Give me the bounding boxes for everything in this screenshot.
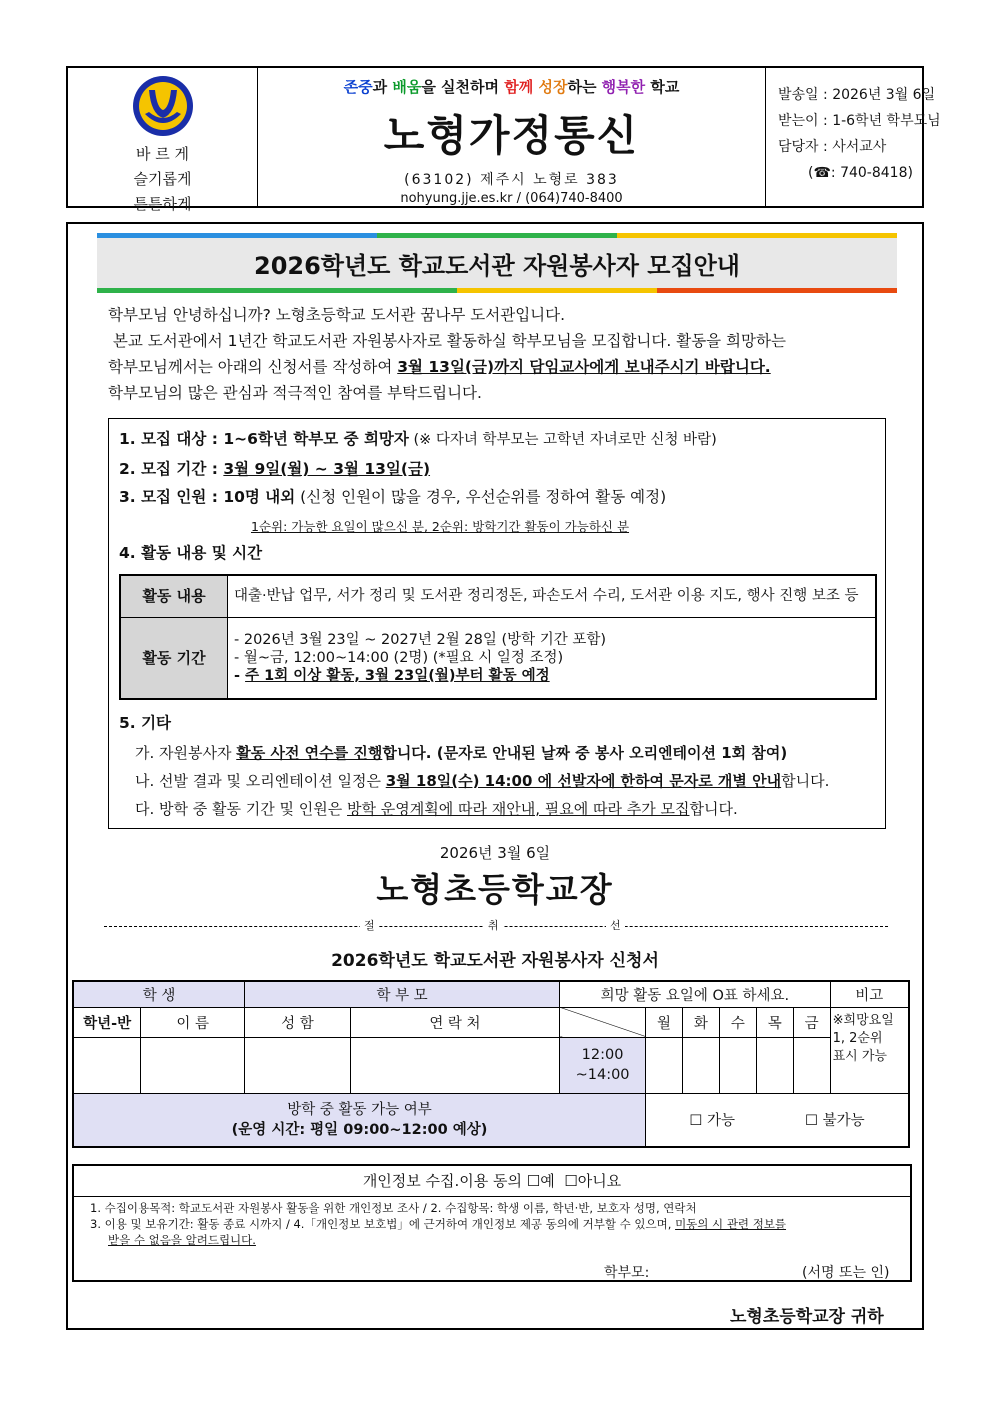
select-wed[interactable] [719, 1037, 756, 1093]
body-line-1: 본교 도서관에서 1년간 학교도서관 자원봉사자로 활동하실 학부모님을 모집합니다. 활동을 희망하는 [108, 332, 786, 350]
header-parent: 학 부 모 [245, 981, 560, 1007]
input-student-name[interactable] [141, 1037, 245, 1093]
parent-sign-label: 학부모: [604, 1265, 650, 1281]
manager-phone: (☎: 740-8418) [808, 165, 913, 181]
newsletter-header [66, 66, 941, 213]
info-headcount [119, 485, 666, 509]
remark-cell [830, 1007, 909, 1093]
etc-item-b [135, 769, 829, 793]
remark-line: 표시 가능 [832, 1048, 887, 1064]
slogan-part: 배움 [392, 78, 422, 96]
slogan-part: 행복한 [601, 78, 646, 96]
school-contact: nohyung.jje.es.kr / (064)740-8400 [400, 191, 623, 206]
etc-text: 합니다. (문자로 안내된 날짜 중 봉사 오리엔테이션 1회 참여) [382, 744, 788, 762]
school-logo-icon [131, 74, 195, 138]
etc-text: 가. 자원봉사자 [135, 744, 237, 762]
vacation-options [646, 1093, 909, 1147]
day-fri: 금 [793, 1007, 830, 1037]
privacy-text: 3. 이용 및 보유기간: 활동 종료 시까지 / 4.「개인정보 보호법」에 근거하여 개인정보 제공 동의에 거부할 수 있으며, [90, 1217, 676, 1231]
day-thu: 목 [756, 1007, 793, 1037]
issue-date: 발송일 : 2026년 3월 6일 [778, 87, 936, 103]
etc-highlight: 3월 18일(수) 14:00 에 선발자에 한하여 문자로 개별 안내 [385, 772, 782, 790]
info-label: 2. 모집 기간 : [119, 460, 224, 478]
signature-date: 2026년 3월 6일 [439, 844, 551, 862]
etc-item-c [135, 797, 738, 821]
info-note: (신청 인원이 많을 경우, 우선순위를 정하여 활동 예정) [295, 488, 667, 506]
deadline-highlight: 3월 13일(금)까지 담임교사에게 보내주시기 바랍니다. [397, 358, 771, 376]
etc-highlight: 활동 사전 연수를 진행 [236, 744, 383, 762]
etc-text: 합니다. [781, 772, 830, 790]
info-value: 3월 9일(월) ~ 3월 13일(금) [223, 460, 431, 478]
body-line-2: 학부모님께서는 아래의 신청서를 작성하여 [108, 358, 398, 376]
time-line: ~14:00 [575, 1067, 630, 1083]
info-note: (※ 다자녀 학부모는 고학년 자녀로만 신청 바람) [408, 432, 717, 448]
slogan-part: 과 [372, 78, 393, 96]
privacy-line-1: 1. 수집이용목적: 학교도서관 자원봉사 활동을 위한 개인정보 조사 / 2. 수집항목: 학생 이름, 학년·반, 보호자 성명, 연락처 [90, 1201, 697, 1215]
manager: 담당자 : 사서교사 [778, 139, 887, 155]
etc-highlight: 방학 운영계획에 따라 재안내, 필요에 따라 추가 모집 [347, 800, 690, 818]
body-line-3: 학부모님의 많은 관심과 적극적인 참여를 부탁드립니다. [108, 384, 482, 402]
recipient: 받는이 : 1-6학년 학부모님 [778, 113, 941, 129]
info-value: 1~6학년 학부모 중 희망자 [223, 430, 409, 448]
notice-title-bar [97, 233, 897, 293]
vacation-question [73, 1093, 646, 1147]
info-value: 10명 내외 [223, 488, 296, 506]
input-parent-name[interactable] [245, 1037, 351, 1093]
priority-note: 1순위: 가능한 요일이 많으신 분, 2순위: 방학기간 활동이 가능하신 분 [251, 519, 630, 534]
notice-body [108, 302, 898, 406]
period-highlight: 주 1회 이상 활동, 3월 23일(월)부터 활동 예정 [245, 667, 550, 684]
slogan-part: 을 실천하며 [421, 78, 505, 96]
header-note: 비고 [830, 981, 909, 1007]
period-value [228, 617, 877, 699]
remark-line: ※희망요일 [832, 1012, 894, 1028]
greeting: 학부모님 안녕하십니까? 노형초등학교 도서관 꿈나무 도서관입니다. [108, 306, 566, 324]
select-thu[interactable] [756, 1037, 793, 1093]
issue-meta [766, 68, 941, 220]
slogan-part: 하는 [567, 78, 602, 96]
period-line: - 월~금, 12:00~14:00 (2명) (*필요 시 일정 조정) [234, 649, 564, 666]
slogan-part: 함께 [504, 78, 534, 96]
period-line: - [234, 667, 246, 684]
slogan-part: 존중 [343, 78, 373, 96]
col-student-name: 이 름 [141, 1007, 245, 1037]
application-form [72, 980, 910, 1148]
info-etc-heading: 5. 기타 [119, 714, 172, 732]
header-student: 학 생 [73, 981, 245, 1007]
remark-line: 1, 2순위 [832, 1030, 883, 1046]
input-phone[interactable] [350, 1037, 559, 1093]
newsletter-masthead [258, 68, 766, 206]
info-label: 1. 모집 대상 : [119, 430, 224, 448]
info-target [119, 427, 717, 452]
school-slogan [258, 76, 765, 97]
time-line: 12:00 [581, 1047, 624, 1063]
option-available-checkbox[interactable]: ☐ 가능 [689, 1113, 735, 1130]
etc-item-a [135, 741, 787, 765]
col-phone: 연 락 처 [350, 1007, 559, 1037]
time-slot [560, 1037, 646, 1093]
day-tue: 화 [682, 1007, 719, 1037]
privacy-consent-title[interactable]: 개인정보 수집.이용 동의 ☐예 ☐아니요 [74, 1166, 910, 1197]
cut-label-3: 선 [606, 917, 625, 933]
addressee: 노형초등학교장 귀하 [730, 1307, 884, 1327]
day-mon: 월 [646, 1007, 683, 1037]
etc-text: 다. 방학 중 활동 기간 및 인원은 [135, 800, 348, 818]
info-period [119, 457, 430, 481]
vacation-question-text: 방학 중 활동 가능 여부 [287, 1101, 432, 1118]
sign-placeholder[interactable]: (서명 또는 인) [802, 1265, 890, 1281]
school-motto-2: 슬기롭게 [133, 170, 192, 188]
info-label: 3. 모집 인원 : [119, 488, 224, 506]
school-motto-3: 튼튼하게 [133, 195, 192, 213]
cut-label-2: 취 [484, 917, 503, 933]
info-activity-heading: 4. 활동 내용 및 시간 [119, 544, 263, 562]
privacy-line-3: 받을 수 없음을 알려드립니다. [108, 1233, 256, 1247]
activity-label: 활동 내용 [120, 575, 228, 617]
period-label: 활동 기간 [120, 617, 228, 699]
privacy-consent-box [72, 1164, 912, 1282]
select-tue[interactable] [682, 1037, 719, 1093]
select-fri[interactable] [793, 1037, 830, 1093]
slogan-part: 학교 [645, 78, 680, 96]
cut-label-1: 절 [360, 917, 379, 933]
etc-text: 합니다. [689, 800, 738, 818]
day-wed: 수 [719, 1007, 756, 1037]
activity-table [119, 574, 877, 700]
principal-name: 노형초등학교장 [376, 870, 614, 909]
header-days: 희망 활동 요일에 O표 하세요. [560, 981, 831, 1007]
school-motto-1: 바 르 게 [135, 145, 189, 163]
privacy-highlight: 미동의 시 관련 정보를 [675, 1217, 787, 1231]
col-parent-name: 성 함 [245, 1007, 351, 1037]
form-title: 2026학년도 학교도서관 자원봉사자 신청서 [331, 951, 659, 971]
input-grade[interactable] [73, 1037, 141, 1093]
select-mon[interactable] [646, 1037, 683, 1093]
privacy-line-2 [90, 1216, 786, 1232]
col-grade: 학년-반 [73, 1007, 141, 1037]
newsletter-title: 노형가정통신 [383, 111, 640, 160]
school-address: (63102) 제주시 노형로 383 [404, 172, 619, 188]
school-emblem-box [68, 68, 258, 213]
diagonal-cell [560, 1007, 646, 1037]
etc-text: 나. 선발 결과 및 오리엔테이션 일정은 [135, 772, 386, 790]
activity-value: 대출·반납 업무, 서가 정리 및 도서관 정리정돈, 파손도서 수리, 도서관 이용 지도, 행사 진행 보조 등 [228, 575, 877, 617]
recruitment-info-box [108, 418, 886, 829]
slogan-part: 성장 [538, 78, 568, 96]
vacation-hours: (운영 시간: 평일 09:00~12:00 예상) [231, 1121, 488, 1138]
notice-title: 2026학년도 학교도서관 자원봉사자 모집안내 [254, 252, 740, 280]
period-line: - 2026년 3월 23일 ~ 2027년 2월 28일 (방학 기간 포함) [234, 631, 607, 648]
option-unavailable-checkbox[interactable]: ☐ 불가능 [805, 1113, 865, 1130]
